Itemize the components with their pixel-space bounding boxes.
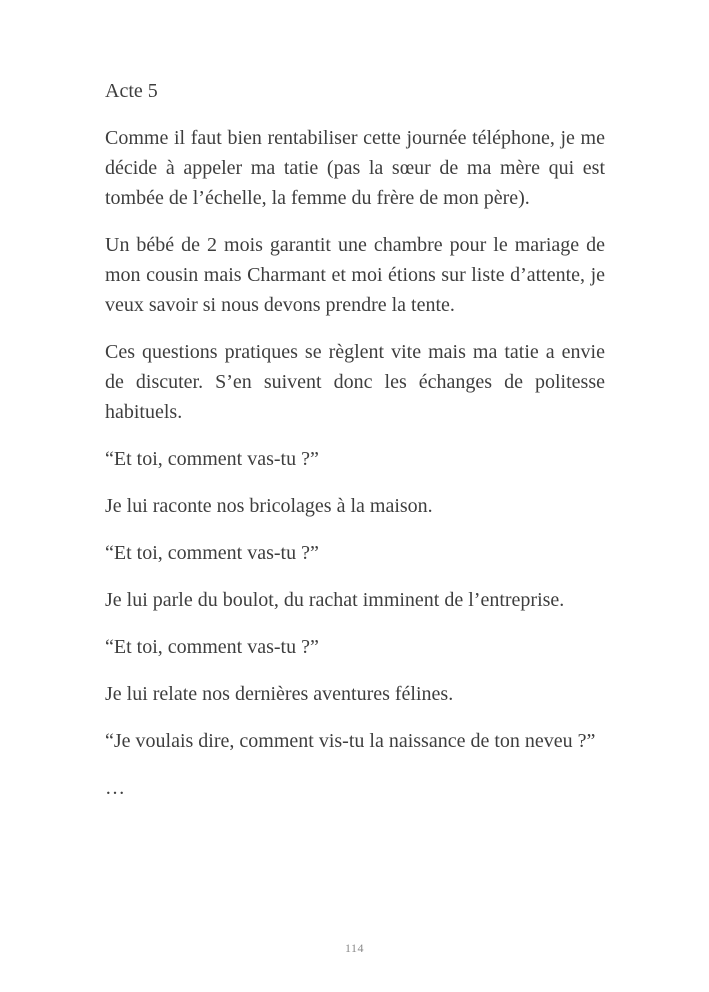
paragraph: Un bébé de 2 mois garantit une chambre pour le mariage de mon cousin mais Charmant et moi étions sur liste d’attente, je veux savoir si nous devons prendre la tente.: [105, 234, 605, 316]
paragraph: Ces questions pratiques se règlent vite mais ma tatie a envie de discuter. S’en suivent donc les échanges de politesse habituels.: [105, 341, 605, 423]
section-heading: Acte 5: [105, 80, 158, 102]
page-number: 114: [344, 941, 365, 955]
paragraph: Je lui parle du boulot, du rachat imminent de l’entreprise.: [105, 589, 565, 611]
paragraph: Comme il faut bien rentabiliser cette journée téléphone, je me décide à appeler ma tatie (pas la sœur de ma mère qui est tombée de l’échelle, la femme du frère de mon père).: [105, 127, 605, 209]
paragraph: Je lui raconte nos bricolages à la maison.: [105, 495, 433, 517]
paragraph: Je lui relate nos dernières aventures félines.: [105, 683, 454, 705]
ellipsis-line: …: [105, 777, 125, 799]
dialogue-line: “Et toi, comment vas-tu ?”: [105, 542, 319, 564]
dialogue-line: “Et toi, comment vas-tu ?”: [105, 448, 319, 470]
text-block: [105, 76, 605, 803]
dialogue-line: “Et toi, comment vas-tu ?”: [105, 636, 319, 658]
dialogue-line: “Je voulais dire, comment vis-tu la naissance de ton neveu ?”: [105, 730, 596, 752]
